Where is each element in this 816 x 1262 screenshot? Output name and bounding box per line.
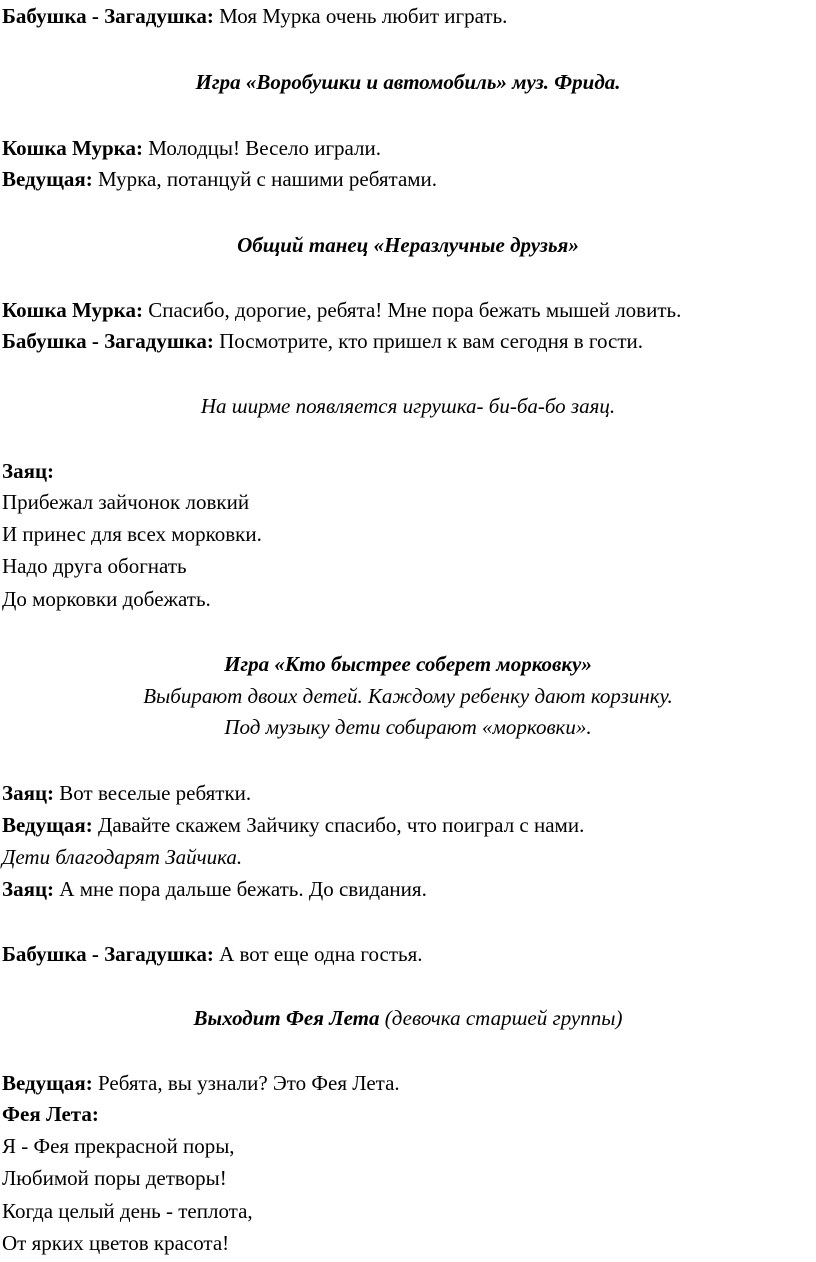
dialogue-text: Ребята, вы узнали? Это Фея Лета. — [92, 1071, 400, 1095]
dialogue-line — [2, 134, 381, 162]
dialogue-text: Посмотрите, кто пришел к вам сегодня в гости. — [213, 329, 643, 353]
speaker-name: Ведущая: — [2, 1071, 93, 1095]
dialogue-text: Моя Мурка очень любит играть. — [213, 4, 508, 28]
dialogue-line — [2, 875, 427, 903]
speaker-name: Кошка Мурка: — [2, 298, 143, 322]
dialogue-text: А вот еще одна гостья. — [213, 942, 423, 966]
stage-direction: Игра «Кто быстрее соберет морковку» — [224, 652, 592, 676]
stage-direction: Игра «Воробушки и автомобиль» муз. Фрида. — [195, 70, 621, 94]
stage-direction: На ширме появляется игрушка- би-ба-бо заяц. — [200, 394, 616, 418]
dialogue-line — [2, 165, 437, 193]
speaker-name: Фея Лета: — [2, 1102, 99, 1126]
speaker-name: Бабушка - Загадушка: — [2, 942, 214, 966]
stage-direction: Под музыку дети собирают «морковки». — [224, 715, 592, 739]
dialogue-text: Мурка, потанцуй с нашими ребятами. — [92, 167, 438, 191]
dialogue-line — [2, 296, 681, 324]
dialogue-line — [2, 327, 643, 355]
speaker-name: Бабушка - Загадушка: — [2, 329, 214, 353]
stage-direction-note: (девочка старшей группы) — [379, 1006, 623, 1030]
verse-line: Надо друга обогнать — [2, 554, 187, 578]
verse-line: Прибежал зайчонок ловкий — [2, 490, 250, 514]
dialogue-line — [2, 779, 251, 807]
speaker-name: Заяц: — [2, 459, 55, 483]
verse-line: Любимой поры детворы! — [2, 1166, 227, 1190]
verse-line: И принес для всех морковки. — [2, 522, 262, 546]
stage-direction-strong: Выходит Фея Лета — [193, 1006, 380, 1030]
verse-line: Когда целый день - теплота, — [2, 1199, 253, 1223]
speaker-name: Бабушка - Загадушка: — [2, 4, 214, 28]
speaker-name: Ведущая: — [2, 167, 93, 191]
stage-direction: Общий танец «Неразлучные друзья» — [237, 233, 579, 257]
dialogue-text: А мне пора дальше бежать. До свидания. — [54, 877, 427, 901]
stage-direction: Выбирают двоих детей. Каждому ребенку дают корзинку. — [143, 684, 673, 708]
speaker-name: Заяц: — [2, 781, 55, 805]
speaker-name: Заяц: — [2, 877, 55, 901]
dialogue-text: Молодцы! Весело играли. — [142, 136, 382, 160]
dialogue-line — [2, 2, 507, 30]
verse-line: До морковки добежать. — [2, 587, 211, 611]
dialogue-line — [2, 940, 422, 968]
verse-line: От ярких цветов красота! — [2, 1231, 230, 1255]
dialogue-text: Давайте скажем Зайчику спасибо, что поиграл с нами. — [92, 813, 585, 837]
dialogue-line — [2, 811, 584, 839]
dialogue-text: Спасибо, дорогие, ребята! Мне пора бежать мышей ловить. — [142, 298, 682, 322]
speaker-name: Ведущая: — [2, 813, 93, 837]
stage-direction: Дети благодарят Зайчика. — [2, 845, 243, 869]
dialogue-text: Вот веселые ребятки. — [54, 781, 252, 805]
verse-line: Я - Фея прекрасной поры, — [2, 1134, 235, 1158]
stage-direction — [0, 1004, 816, 1032]
speaker-name: Кошка Мурка: — [2, 136, 143, 160]
dialogue-line — [2, 1069, 400, 1097]
